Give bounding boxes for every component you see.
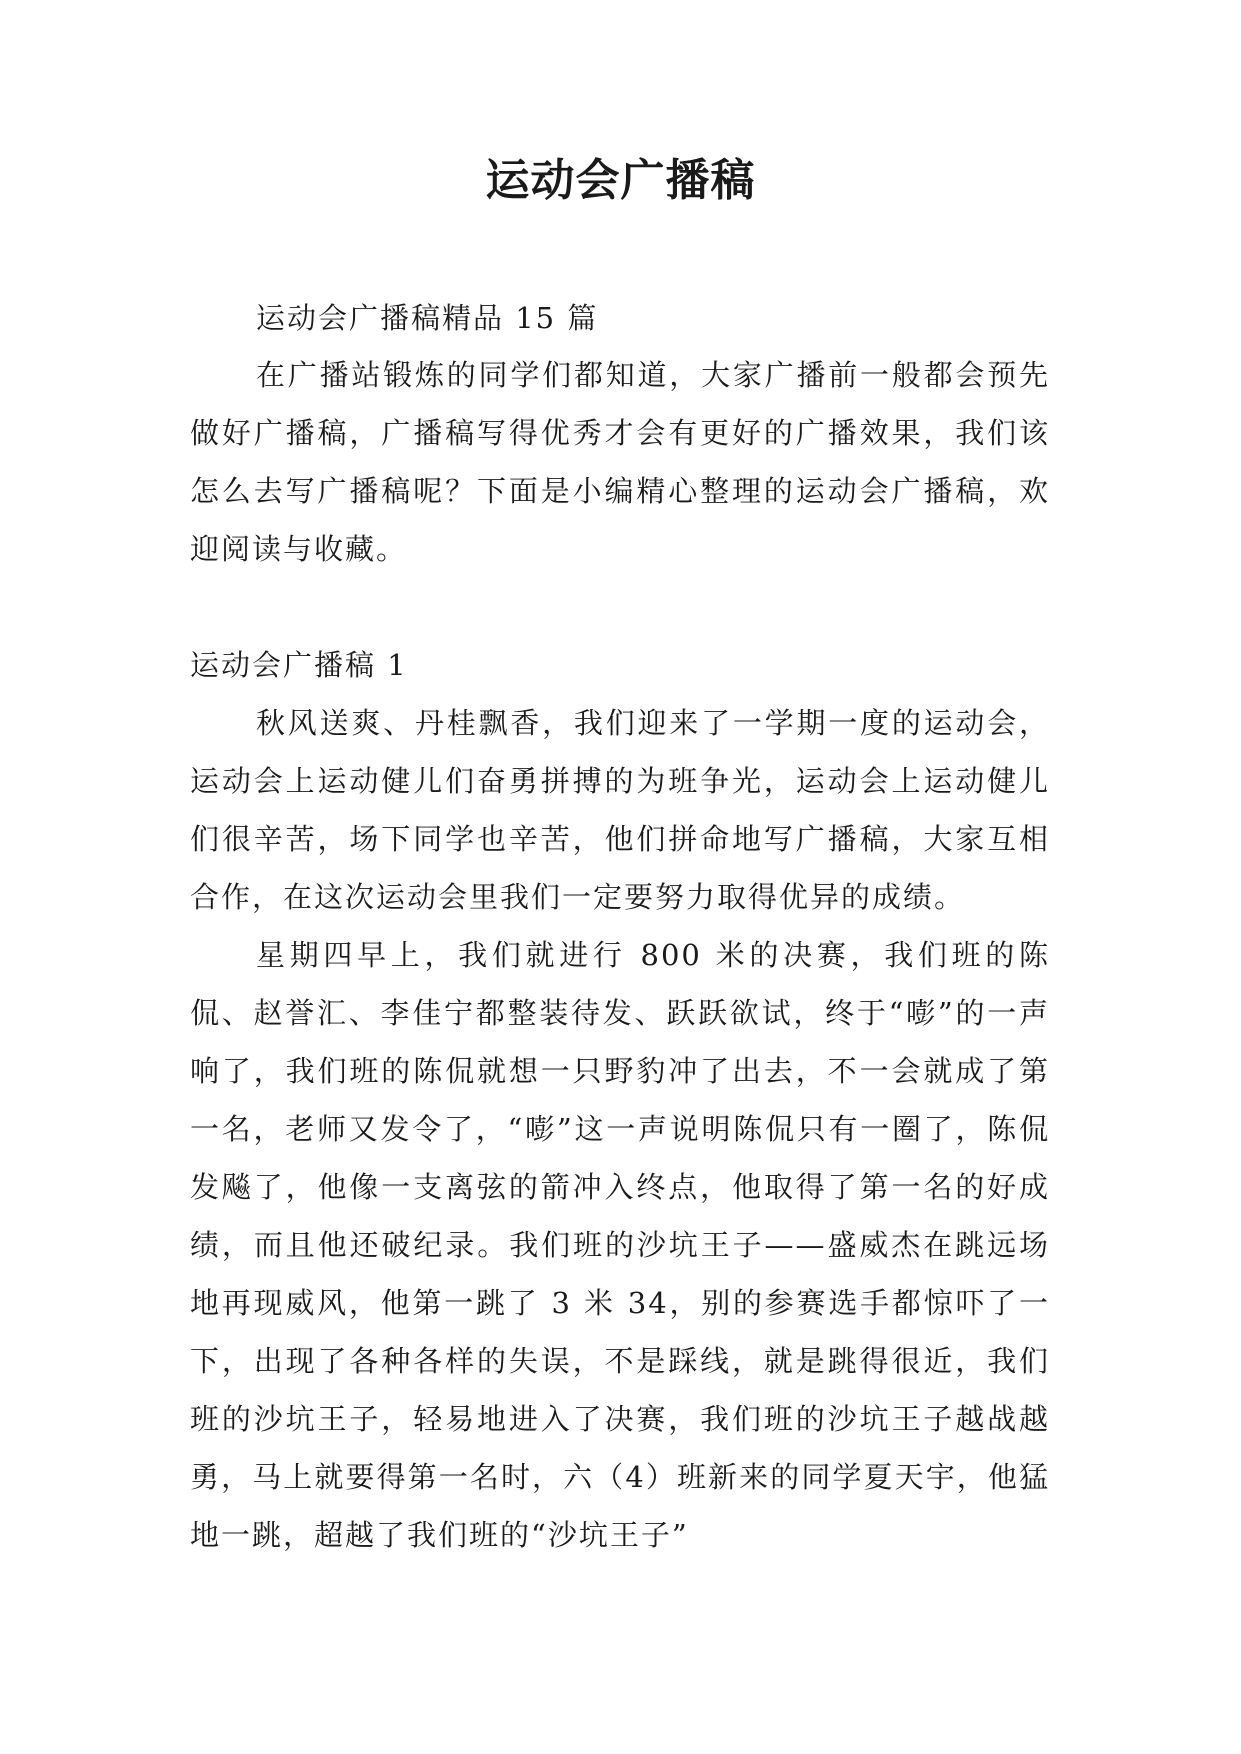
body-paragraph-1: 秋风送爽、丹桂飘香，我们迎来了一学期一度的运动会，运动会上运动健儿们奋勇拼搏的为班争光，运动会上运动健儿们很辛苦，场下同学也辛苦，他们拼命地写广播稿，大家互相合作，在这次运动会里我们一定要努力取得优异的成绩。 [190,706,1050,914]
document-subtitle: 运动会广播稿精品 15 篇 [256,301,599,335]
body-paragraph-2: 星期四早上，我们就进行 800 米的决赛，我们班的陈侃、赵誉汇、李佳宁都整装待发、跃跃欲试，终于“嘭”的一声响了，我们班的陈侃就想一只野豹冲了出去，不一会就成了第一名，老师又发令了，“嘭”这一声说明陈侃只有一圈了，陈侃发飚了，他像一支离弦的箭冲入终点，他取得了第一名的好成绩，而且他还破纪录。我们班的沙坑王子——盛威杰在跳远场地再现威风，他第一跳了 3 米 34，别的参赛选手都惊吓了一下，出现了各种各样的失误，不是踩线，就是跳得很近，我们班的沙坑王子，轻易地进入了决赛，我们班的沙坑王子越战越勇，马上就要得第一名时，六（4）班新来的同学夏天宇，他猛地一跳，超越了我们班的“沙坑王子” [190,938,1050,1552]
intro-paragraph: 在广播站锻炼的同学们都知道，大家广播前一般都会预先做好广播稿，广播稿写得优秀才会有更好的广播效果，我们该怎么去写广播稿呢？下面是小编精心整理的运动会广播稿，欢迎阅读与收藏。 [190,358,1050,566]
section-heading: 运动会广播稿 1 [190,648,408,682]
page-title: 运动会广播稿 [485,155,756,206]
